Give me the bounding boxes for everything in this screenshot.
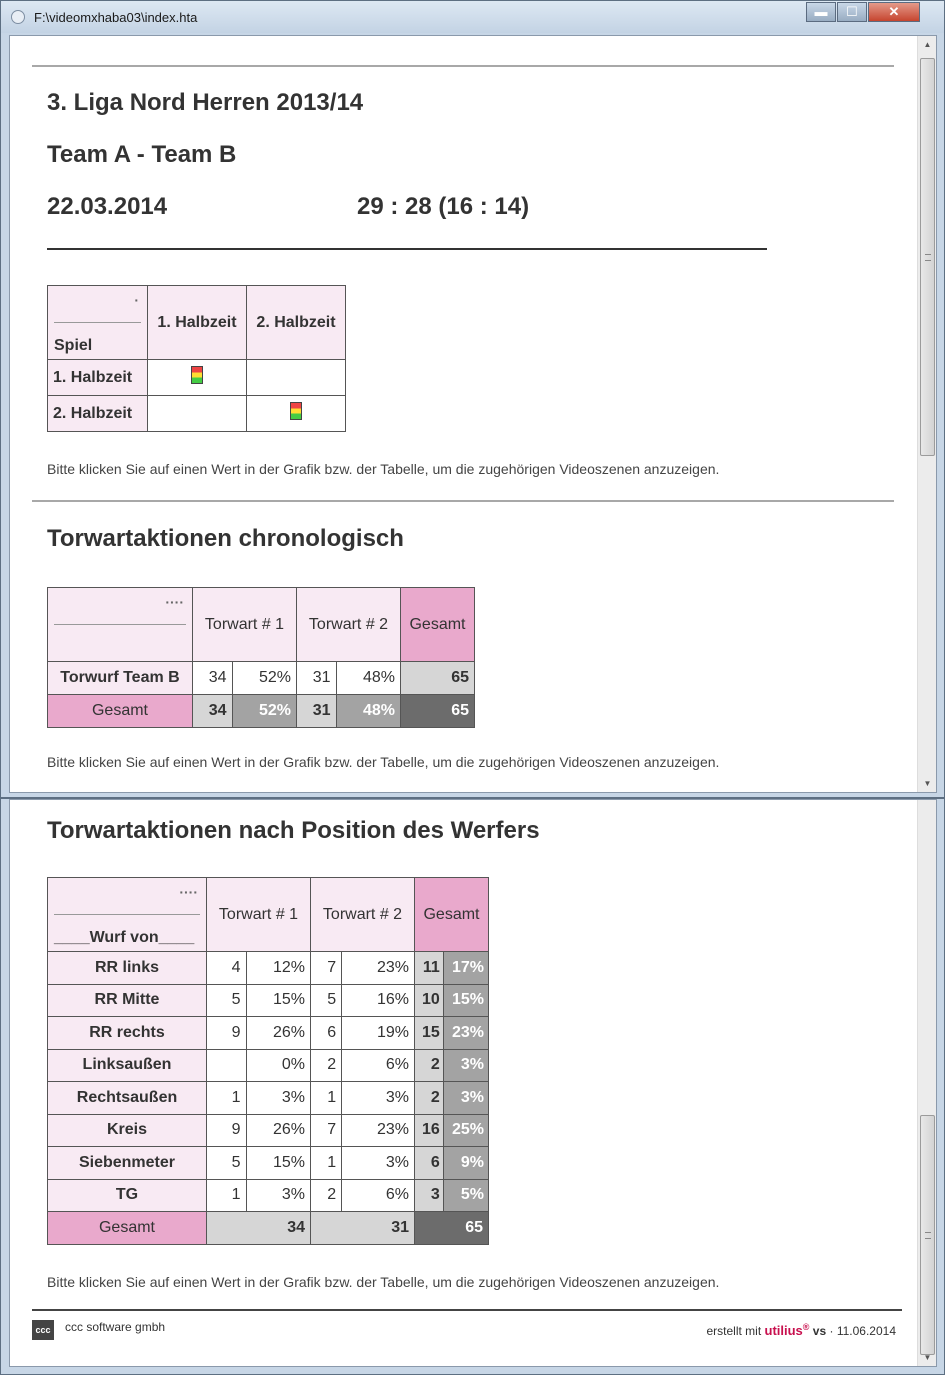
video-clip-icon[interactable] — [290, 402, 302, 420]
chrono-corner-cell — [48, 588, 193, 662]
halves-row-1[interactable]: 1. Halbzeit — [48, 360, 148, 396]
hint-text-2: Bitte klicken Sie auf einen Wert in der Grafik bzw. der Tabelle, um die zugehörigen Videoszenen anzuzeigen. — [47, 754, 720, 770]
chrono-total-gk2-pct[interactable]: 48% — [336, 695, 400, 728]
chrono-total-label: Gesamt — [48, 695, 193, 728]
minimize-button[interactable]: ▬ — [806, 2, 836, 22]
total-count[interactable]: 2 — [415, 1049, 444, 1082]
match-header-section — [32, 65, 894, 500]
gk2-count[interactable]: 5 — [311, 984, 342, 1017]
content-area — [9, 35, 937, 793]
created-with-label: erstellt mit — [706, 1324, 762, 1338]
chrono-total-gk1-pct[interactable]: 52% — [232, 695, 296, 728]
table-row[interactable] — [48, 1114, 489, 1147]
total-pct[interactable]: 23% — [443, 1017, 488, 1050]
scrollbar-thumb[interactable] — [920, 58, 935, 456]
gk1-pct[interactable]: 3% — [246, 1179, 310, 1212]
footer-rule — [32, 1309, 902, 1311]
gk1-pct[interactable]: 15% — [246, 984, 310, 1017]
total-count[interactable]: 11 — [415, 952, 444, 985]
dots-icon: · — [134, 292, 139, 308]
position-corner-cell — [48, 878, 207, 952]
chrono-row-total[interactable]: 65 — [401, 662, 475, 695]
gk2-count[interactable]: 1 — [311, 1147, 342, 1180]
chrono-col-total[interactable]: Gesamt — [401, 588, 475, 662]
brand-reg: ® — [802, 1322, 810, 1332]
footer-credit — [706, 1322, 896, 1338]
gk2-pct[interactable]: 16% — [342, 984, 415, 1017]
league-title: 3. Liga Nord Herren 2013/14 — [47, 89, 364, 116]
gk2-pct[interactable]: 3% — [342, 1082, 415, 1115]
footer-date: 11.06.2014 — [836, 1324, 896, 1338]
gk2-count[interactable]: 7 — [311, 952, 342, 985]
total-pct[interactable]: 3% — [443, 1049, 488, 1082]
corner-label: Spiel — [54, 337, 93, 354]
total-count[interactable]: 3 — [415, 1179, 444, 1212]
position-row-label[interactable]: TG — [48, 1179, 207, 1212]
total-count[interactable]: 6 — [415, 1147, 444, 1180]
gk2-pct[interactable]: 6% — [342, 1179, 415, 1212]
halves-table — [47, 285, 346, 432]
video-clip-icon[interactable] — [191, 366, 203, 384]
halves-cell-2-1 — [148, 396, 247, 432]
chrono-section — [32, 500, 894, 793]
table-row[interactable] — [48, 952, 489, 985]
corner-divider — [54, 914, 200, 915]
gk1-count[interactable]: 4 — [207, 952, 247, 985]
close-button[interactable]: ✕ — [868, 2, 920, 22]
gk2-count[interactable]: 2 — [311, 1179, 342, 1212]
scroll-up-arrow-icon[interactable]: ▲ — [923, 40, 932, 49]
position-row-label[interactable]: Kreis — [48, 1114, 207, 1147]
chrono-total-gk1-count[interactable]: 34 — [193, 695, 233, 728]
position-title: Torwartaktionen nach Position des Werfers — [47, 817, 540, 844]
halves-cell-1-1[interactable] — [148, 360, 247, 396]
gk2-pct[interactable]: 23% — [342, 952, 415, 985]
match-date: 22.03.2014 — [47, 193, 168, 220]
vertical-scrollbar-bottom[interactable] — [917, 800, 936, 1366]
total-pct[interactable]: 17% — [443, 952, 488, 985]
gk1-pct[interactable]: 26% — [246, 1017, 310, 1050]
gk1-count[interactable]: 5 — [207, 984, 247, 1017]
position-row-label[interactable]: RR links — [48, 952, 207, 985]
gk2-pct[interactable]: 23% — [342, 1114, 415, 1147]
position-row-label[interactable]: RR rechts — [48, 1017, 207, 1050]
gk1-count[interactable]: 1 — [207, 1082, 247, 1115]
position-total-gk1[interactable]: 34 — [207, 1212, 311, 1245]
total-pct[interactable]: 9% — [443, 1147, 488, 1180]
gk1-pct[interactable]: 26% — [246, 1114, 310, 1147]
corner-divider — [54, 322, 141, 323]
position-col-gk2[interactable]: Torwart # 2 — [311, 878, 415, 952]
halves-col-1[interactable]: 1. Halbzeit — [148, 286, 247, 360]
total-pct[interactable]: 3% — [443, 1082, 488, 1115]
gk2-count[interactable]: 6 — [311, 1017, 342, 1050]
gk1-count[interactable]: 9 — [207, 1114, 247, 1147]
chrono-gk1-count[interactable]: 34 — [193, 662, 233, 695]
maximize-button[interactable]: ☐ — [837, 2, 867, 22]
chrono-gk1-pct[interactable]: 52% — [232, 662, 296, 695]
app-icon[interactable] — [11, 10, 25, 24]
position-total-gk2[interactable]: 31 — [311, 1212, 415, 1245]
chrono-col-gk2[interactable]: Torwart # 2 — [297, 588, 401, 662]
gk2-pct[interactable]: 19% — [342, 1017, 415, 1050]
gk1-pct[interactable]: 15% — [246, 1147, 310, 1180]
total-count[interactable]: 16 — [415, 1114, 444, 1147]
chrono-gk2-count[interactable]: 31 — [297, 662, 337, 695]
dots-icon: ···· — [179, 884, 198, 900]
total-count[interactable]: 15 — [415, 1017, 444, 1050]
halves-cell-2-2[interactable] — [247, 396, 346, 432]
scroll-down-arrow-icon[interactable]: ▼ — [923, 1353, 932, 1362]
total-pct[interactable]: 5% — [443, 1179, 488, 1212]
content-area-scrolled — [9, 799, 937, 1367]
scrollbar-thumb-bottom[interactable] — [920, 1115, 935, 1355]
title-bar[interactable] — [1, 1, 944, 33]
position-col-gk1[interactable]: Torwart # 1 — [207, 878, 311, 952]
total-pct[interactable]: 15% — [443, 984, 488, 1017]
chrono-row-label[interactable]: Torwurf Team B — [48, 662, 193, 695]
gk2-pct[interactable]: 6% — [342, 1049, 415, 1082]
halves-cell-1-2 — [247, 360, 346, 396]
position-table — [47, 877, 489, 1245]
total-count[interactable]: 2 — [415, 1082, 444, 1115]
gk1-pct[interactable]: 3% — [246, 1082, 310, 1115]
chrono-col-gk1[interactable]: Torwart # 1 — [193, 588, 297, 662]
vertical-scrollbar[interactable] — [917, 36, 936, 792]
gk1-pct[interactable]: 12% — [246, 952, 310, 985]
position-corner-label: ____Wurf von____ — [54, 929, 195, 946]
gk1-count[interactable]: 1 — [207, 1179, 247, 1212]
position-total-label: Gesamt — [48, 1212, 207, 1245]
brand-name[interactable]: utilius — [764, 1323, 803, 1338]
gk2-count[interactable]: 1 — [311, 1082, 342, 1115]
gk1-count[interactable]: 9 — [207, 1017, 247, 1050]
corner-divider — [54, 624, 186, 625]
hint-text-1: Bitte klicken Sie auf einen Wert in der Grafik bzw. der Tabelle, um die zugehörigen Videoszenen anzuzeigen. — [47, 461, 720, 477]
halves-row-2[interactable]: 2. Halbzeit — [48, 396, 148, 432]
table-row[interactable] — [48, 1179, 489, 1212]
window-bottom — [0, 798, 945, 1375]
footer-separator: · — [829, 1324, 834, 1338]
position-grand-total[interactable]: 65 — [415, 1212, 489, 1245]
table-row[interactable] — [48, 1082, 489, 1115]
match-title: Team A - Team B — [47, 141, 237, 168]
chrono-title: Torwartaktionen chronologisch — [47, 525, 404, 552]
total-pct[interactable]: 25% — [443, 1114, 488, 1147]
chrono-grand-total[interactable]: 65 — [401, 695, 475, 728]
window-title: F:\videomxhaba03\index.hta — [34, 10, 198, 25]
gk1-pct[interactable]: 0% — [246, 1049, 310, 1082]
company-logo-icon: ccc — [32, 1320, 54, 1340]
gk2-count[interactable]: 7 — [311, 1114, 342, 1147]
dots-icon: ···· — [165, 594, 184, 610]
gk2-count[interactable]: 2 — [311, 1049, 342, 1082]
halves-corner-cell — [48, 286, 148, 360]
position-row-label[interactable]: Rechtsaußen — [48, 1082, 207, 1115]
halves-col-2[interactable]: 2. Halbzeit — [247, 286, 346, 360]
gk1-count[interactable]: 5 — [207, 1147, 247, 1180]
brand-suffix: vs — [812, 1324, 827, 1338]
header-rule — [47, 248, 767, 250]
hint-text-3: Bitte klicken Sie auf einen Wert in der Grafik bzw. der Tabelle, um die zugehörigen Videoszenen anzuzeigen. — [47, 1274, 720, 1290]
position-row-label[interactable]: Siebenmeter — [48, 1147, 207, 1180]
table-row[interactable] — [48, 1049, 489, 1082]
gk1-count[interactable] — [207, 1049, 247, 1082]
position-row-label[interactable]: Linksaußen — [48, 1049, 207, 1082]
position-col-total[interactable]: Gesamt — [415, 878, 489, 952]
total-count[interactable]: 10 — [415, 984, 444, 1017]
table-row[interactable] — [48, 1017, 489, 1050]
gk2-pct[interactable]: 3% — [342, 1147, 415, 1180]
match-score: 29 : 28 (16 : 14) — [357, 193, 530, 220]
chrono-table — [47, 587, 475, 728]
table-row[interactable] — [48, 984, 489, 1017]
scroll-down-arrow-icon[interactable]: ▼ — [923, 779, 932, 788]
chrono-total-gk2-count[interactable]: 31 — [297, 695, 337, 728]
position-row-label[interactable]: RR Mitte — [48, 984, 207, 1017]
company-name: ccc software gmbh — [65, 1320, 166, 1334]
chrono-gk2-pct[interactable]: 48% — [336, 662, 400, 695]
table-row[interactable] — [48, 1147, 489, 1180]
